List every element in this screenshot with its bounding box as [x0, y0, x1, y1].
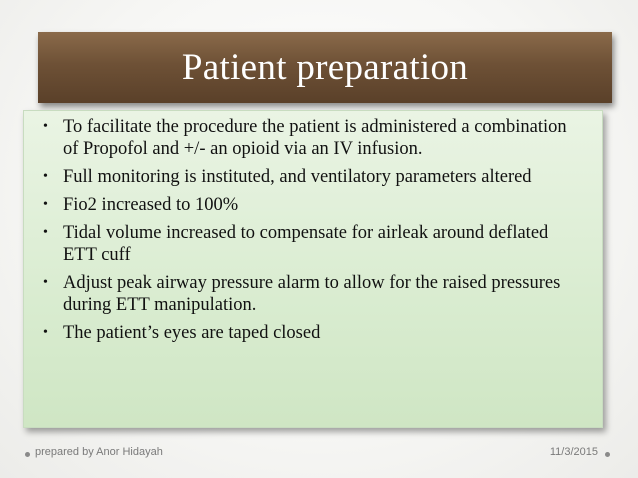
bullet-item [40, 322, 586, 344]
bullet-dot-icon: • [43, 197, 48, 212]
slide-title: Patient preparation [181, 47, 469, 88]
bullet-list [24, 111, 602, 344]
bullet-text: Adjust peak airway pressure alarm to allow for the raised pressures during ETT manipulation. [63, 273, 561, 315]
footer-dot-icon [25, 452, 30, 457]
slide-footer [0, 446, 638, 466]
bullet-item [40, 166, 586, 188]
bullet-item [40, 194, 586, 216]
bullet-item [40, 272, 586, 316]
bullet-dot-icon: • [43, 325, 48, 340]
bullet-text: Fio2 increased to 100% [63, 195, 239, 215]
bullet-text: The patient’s eyes are taped closed [63, 323, 321, 343]
bullet-dot-icon: • [43, 119, 48, 134]
bullet-dot-icon: • [43, 275, 48, 290]
bullet-text: To facilitate the procedure the patient is administered a combination of Propofol and +/- an opioid via an IV infusion. [63, 117, 567, 159]
bullet-text: Full monitoring is instituted, and ventilatory parameters altered [63, 167, 532, 187]
bullet-item [40, 116, 586, 160]
title-bar [38, 32, 612, 103]
bullet-item [40, 222, 586, 266]
bullet-text: Tidal volume increased to compensate for airleak around deflated ETT cuff [63, 223, 549, 265]
bullet-dot-icon: • [43, 225, 48, 240]
footer-date: 11/3/2015 [549, 446, 598, 458]
footer-dot-icon [605, 452, 610, 457]
content-box [23, 110, 603, 428]
footer-author: prepared by Anor Hidayah [35, 446, 163, 458]
bullet-dot-icon: • [43, 169, 48, 184]
